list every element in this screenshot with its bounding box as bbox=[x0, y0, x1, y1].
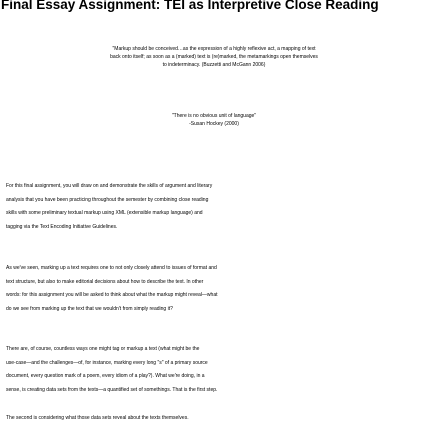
paragraph-line: text structure, but also to make editorial decisions about how to describe the text. In other bbox=[6, 278, 204, 285]
paragraph-second-step bbox=[6, 412, 422, 426]
paragraph-intro bbox=[6, 180, 422, 234]
paragraph-line: sense, is creating data sets from the texts—a quantified set of somethings. That is the first step. bbox=[6, 386, 218, 393]
paragraph-line: document, every question mark of a poem, every idiom of a play?). What we're doing, in a bbox=[6, 373, 205, 379]
paragraph-line: analysis that you have been practicing throughout the semester by combining close reading bbox=[6, 196, 209, 203]
epigraph-line: back onto itself; as soon as a (marked) text is (re)marked, the metamarkings open themselves bbox=[110, 54, 318, 60]
epigraph-line: "There is no obvious unit of language" bbox=[171, 113, 257, 119]
paragraph-markup bbox=[6, 262, 422, 316]
epigraph-line: "Markup should be conceived…as the expression of a highly reflexive act, a mapping of text bbox=[112, 46, 316, 52]
paragraph-data-sets bbox=[6, 343, 422, 397]
paragraph-line: skills with some preliminary textual markup using XML (extensible markup language) and bbox=[6, 210, 203, 216]
paragraph-line: words: for this assignment you will be asked to think about what the markup might reveal—what bbox=[6, 292, 218, 298]
paragraph-line: There are, of course, countless ways one might tag or markup a text (what might be the bbox=[6, 346, 200, 352]
epigraph-quote-hockey bbox=[8, 112, 420, 128]
paragraph-line: do we see from marking up the text that we wouldn't from simply reading it? bbox=[6, 305, 173, 312]
paragraph-line: tagging via the Text Encoding Initiative Guidelines. bbox=[6, 223, 118, 230]
paragraph-line: use-case—and the challenges—of, for instance, marking every long "s" of a primary source bbox=[6, 359, 208, 366]
paragraph-line: For this final assignment, you will draw on and demonstrate the skills of argument and literary bbox=[6, 183, 213, 189]
epigraph-line: to indeterminacy. (Buzzetti and McGann 2006) bbox=[162, 62, 266, 68]
epigraph-quote-buzzetti bbox=[8, 45, 420, 69]
epigraph-attribution: -Susan Hockey (2000) bbox=[189, 121, 239, 127]
page-title: Final Essay Assignment: TEI as Interpretive Close Reading bbox=[1, 0, 379, 12]
paragraph-line: As we've seen, marking up a text requires one to not only closely attend to issues of format and bbox=[6, 265, 217, 271]
paragraph-line: The second is considering what those data sets reveal about the texts themselves. bbox=[6, 415, 189, 421]
